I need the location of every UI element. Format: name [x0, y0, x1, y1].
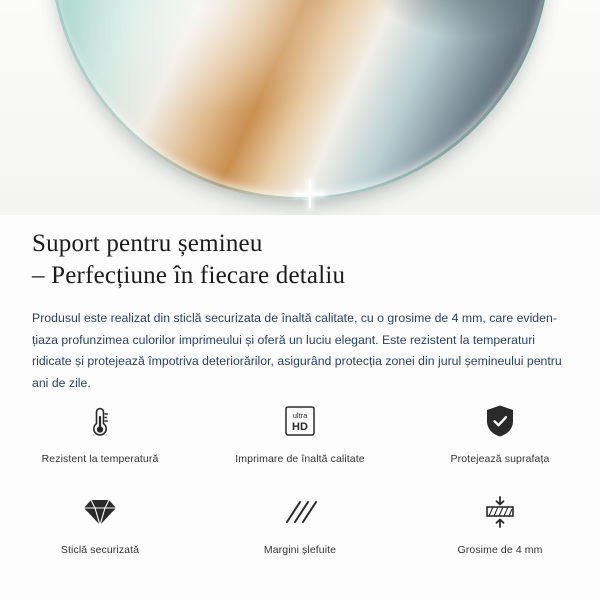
- feature-label: Sticlă securizată: [60, 544, 140, 556]
- glass-disc-product-image: [50, 0, 550, 200]
- feature-label: Rezistent la temperatură: [41, 453, 159, 465]
- feature-item-tempered-glass: [0, 491, 200, 556]
- diamond-icon: [78, 491, 122, 533]
- hero-image: [0, 0, 600, 215]
- feature-item-thickness: [400, 491, 600, 556]
- ultra-hd-icon: [278, 400, 322, 442]
- feature-item-surface-protection: [400, 400, 600, 465]
- glass-disc-edge: [50, 0, 550, 200]
- headline-line-2: – Perfecțiune în fiecare detaliu: [32, 262, 346, 289]
- feature-label: Imprimare de înaltă calitate: [235, 453, 365, 465]
- text-block: [0, 228, 600, 394]
- description-paragraph: Produsul este realizat din sticlă securizata de înaltă calitate, cu o grosime de 4 mm, care eviden-țiaza profunzimea culorilor imprimeului și oferă un luciu elegant. Este rezistent la temperaturi ridicate și protejează împotriva deteriorărilor, asigurând protecția zonei din jurul șemineului pentru ani de zile.: [32, 311, 562, 390]
- thermometer-icon: [78, 400, 122, 442]
- thickness-icon: [478, 491, 522, 533]
- feature-item-polished-edges: [200, 491, 400, 556]
- feature-label: Grosime de 4 mm: [457, 544, 543, 556]
- feature-item-temperature: [0, 400, 200, 465]
- svg-text:ultra: ultra: [292, 411, 308, 420]
- page-title: [32, 228, 568, 292]
- feature-label: Protejează suprafața: [450, 453, 550, 465]
- headline-line-1: Suport pentru șemineu: [32, 230, 263, 257]
- svg-text:HD: HD: [292, 421, 308, 433]
- shield-check-icon: [478, 400, 522, 442]
- feature-item-print-quality: [200, 400, 400, 465]
- feature-label: Margini șlefuite: [263, 544, 337, 556]
- feature-grid: [0, 400, 600, 556]
- polished-edges-icon: [278, 491, 322, 533]
